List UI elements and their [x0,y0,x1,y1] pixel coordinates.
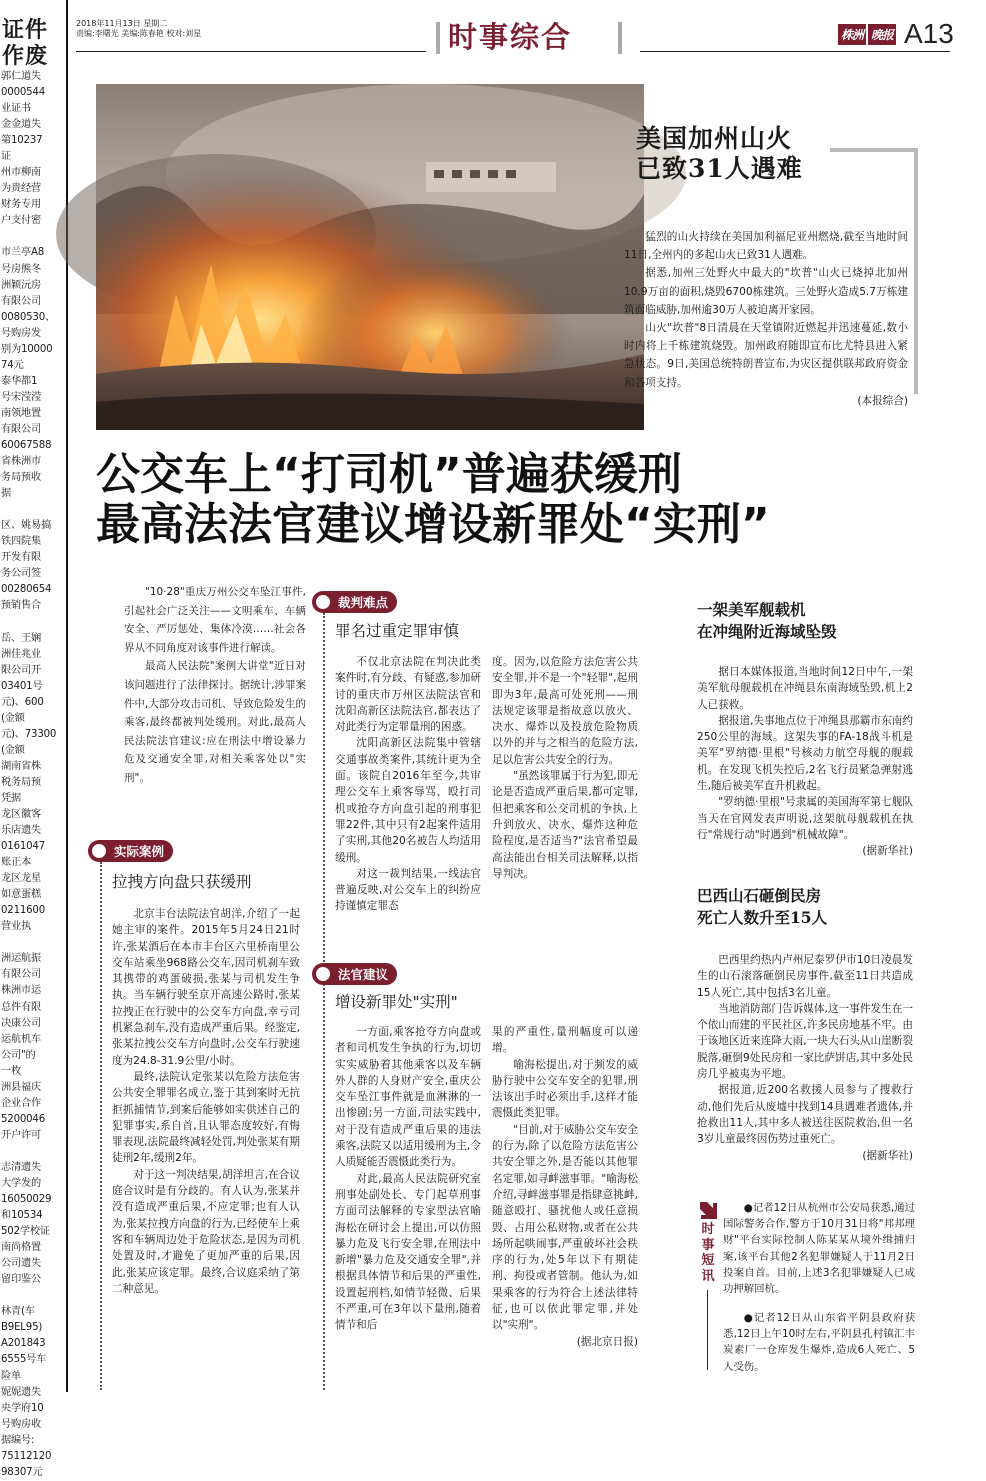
strip-line: 财务专用 [1,199,41,211]
masthead-rule-left [76,51,426,52]
strip-line: 洲颖沅房 [1,279,41,291]
strip-line: 南尚格置 [1,1242,41,1254]
strip-line: 务局预收 [1,472,41,484]
strip-line: 00280654 [1,584,52,596]
difficulty-subtitle: 罪名过重定罪审慎 [335,622,460,640]
strip-line: 公司遗失 [1,1258,41,1270]
strip-line: 林青(车 [1,1306,35,1318]
strip-gap [0,1288,66,1304]
strip-line: 留印鉴公 [1,1274,41,1286]
strip-line: 账正本 [1,857,31,869]
wildfire-photo [96,84,644,430]
arrow-down-right-icon [698,1200,718,1220]
case-body [112,906,300,1297]
strip-line: 和10534 [1,1210,43,1222]
difficulty-paragraph: 沈阳高新区法院集中管辖交通事故类案件,其统计更为全面。该院自2016年至今,共审理公交车上乘客辱骂、殴打司机或抢夺方向盘引起的刑事犯罪22件,其中只有2起案件适用了实刑,其他20名被告人均适用缓刑。 [335,737,481,864]
strip-line: 金金道失 [1,119,41,131]
main-headline [96,450,836,550]
difficulty-column-2 [492,654,638,882]
brief-item [723,1310,915,1375]
strip-line: 税务局预 [1,776,41,788]
fire-title-line-1: 美国加州山火 [636,124,793,153]
frame-top [830,148,918,152]
brazil-title-line-1: 巴西山石砸倒民房 [697,886,822,905]
strip-line: 开发有限 [1,552,41,564]
brazil-source: (据新华社) [862,1149,913,1162]
fire-paragraph: 山火"坎普"8日清晨在天堂镇附近燃起并迅速蔓延,数小时内将上千栋建筑烧毁。加州政府随即宣布比尤特县进入紧急状态。9日,美国总统特朗普宣布,为灾区提供联邦政府资金和各项支持。 [624,322,908,389]
strip-line: 别为10000 [1,343,53,355]
fire-paragraph: 据悉,加州三处野火中最大的"坎普"山火已烧掉北加州10.9万亩的面积,烧毁6700栋建筑。三处野火造成5.7万栋建筑面临威胁,加州逾30万人被迫离开家园。 [624,267,908,316]
difficulty-paragraph: 不仅北京法院在判决此类案件时,有分歧、有疑惑,参加研讨的重庆市万州区法院法官和沈阳高新区法院法官,都表达了对此类行为定罪量刑的困惑。 [335,656,481,734]
case-paragraph: 对于这一判决结果,胡洋坦言,在合议庭合议时是有分歧的。有人认为,张某并没有造成严重后果,不应定罪;也有人认为,张某拉拽方向盘的行为,已经使车上乘客和车辆周边处于危险状态,是因为司机处置及时,才避免了更加严重的后果,因此,张某应该定罪。最终,合议庭采纳了第二种意见。 [112,1168,300,1295]
tag-case [88,840,173,862]
tag-dot-icon [316,967,330,981]
strip-line: 号购房发 [1,327,41,339]
strip-line: 75112120 [1,1450,52,1462]
strip-line: 洲佳兆业 [1,648,41,660]
strip-line: 0080530、 [1,311,55,323]
briefs-label: 时事短讯 [701,1222,715,1284]
section-title: 时事综合 [448,20,573,54]
strip-gap [0,615,66,631]
strip-line: 如意蛋糕 [1,889,41,901]
strip-line: 运航机车 [1,1033,41,1045]
fire-paragraph: 猛烈的山火持续在美国加利福尼亚州燃烧,截至当地时间11日,全州内的多起山火已致31人遇难。 [624,231,908,262]
strip-line: 有限公司 [1,295,41,307]
tag-suggestion [312,963,397,985]
suggestion-paragraph: 喻海松提出,对于频发的威胁行驶中公交车安全的犯罪,刑法该出手时必须出手,这样才能震慑此类犯罪。 [492,1058,638,1120]
strip-line: 总件有限 [1,1001,41,1013]
fire-story-title [636,124,836,184]
difficulty-paragraph: 度。因为,以危险方法危害公共安全罪,并不是一个"轻罪",起刑即为3年,最高可处死刑——刑法规定该罪是指故意以放火、决水、爆炸以及投放危险物质以外的并与之相当的危险方法,足以危害公共安全的行为。 [492,656,638,766]
tag-dot-icon [92,844,106,858]
strip-line: 开户许可 [1,1129,41,1141]
strip-line: 元)、600 [1,696,44,708]
strip-gap [0,502,66,518]
strip-line: 志清遗失 [1,1161,41,1173]
strip-line: (金额 [1,712,25,724]
strip-line: 省株洲市 [1,456,41,468]
strip-line: 有限公司 [1,423,41,435]
strip-gap [0,1144,66,1160]
newspaper-logo [838,21,896,47]
wildfire-photo-art [96,84,644,430]
difficulty-paragraph: "虽然该罪属于行为犯,即无论是否造成严重后果,都可定罪,但把乘客和公交司机的争执,上升到放火、决水、爆炸这种危险程度,是否适当?"法官希望最高法能出台相关司法解释,以指导判决。 [492,770,638,880]
tag-suggestion-label: 法官建议 [338,967,389,982]
strip-line: 妮妮遗失 [1,1386,41,1398]
difficulty-column-1 [335,654,481,915]
tag-case-label: 实际案例 [114,844,165,859]
strip-line: 限公司开 [1,664,41,676]
strip-line: 第10237 [1,135,43,147]
strip-line: 户支付密 [1,215,41,227]
strip-line: 凭据 [1,792,21,804]
strip-line: 0161047 [1,841,45,853]
strip-line: 营业执 [1,921,31,933]
strip-line: 株洲市运 [1,985,41,997]
strip-line: 号宋滢滢 [1,391,41,403]
fire-story-body [624,228,908,410]
jet-story-title [697,599,917,643]
jet-title-line-1: 一架美军舰载机 [697,600,806,619]
case-paragraph: 北京丰台法院法官胡洋,介绍了一起她主审的案件。2015年5月24日21时许,张某酒后在本市丰台区六里桥南里公交车站乘坐968路公交车,因司机刹车致其携带的鸡蛋破损,张某与司机发生争执。当车辆行驶至京开高速公路时,张某拉拽正在行驶中的公交车方向盘,幸亏司机紧急刹车,没有造成严重后果。经鉴定,张某拉拽公交车方向盘时,公交车行驶速度为24.8-31.9公里/小时。 [112,908,300,1067]
strip-line: 业证书 [1,103,31,115]
strip-line: 60067588 [1,440,52,452]
dotted-rule [100,862,102,1390]
strip-line: 6555号车 [1,1354,47,1366]
suggestion-source: (据北京日报) [576,1335,638,1348]
strip-line: 险单 [1,1370,21,1382]
dotted-rule [323,613,325,1390]
intro-paragraph: 最高人民法院"案例大讲堂"近日对该问题进行了法律探讨。据统计,涉罪案件中,大部分攻击司机、导致危险发生的乘客,最终都被判处缓刑。对此,最高人民法院法官建议:应在刑法中增设暴力危及交通安全罪,对相关乘客处以"实刑"。 [124,660,306,784]
strip-line: 16050029 [1,1194,52,1206]
section-bar-right [618,22,622,54]
strip-headline-2: 作废 [2,43,49,69]
jet-title-line-2: 在冲绳附近海域坠毁 [697,622,837,641]
strip-line: 5200046 [1,1113,45,1125]
strip-line: 铁四院集 [1,536,41,548]
brief-item [723,1200,915,1297]
suggestion-column-1 [335,1024,481,1334]
brazil-paragraph: 当地消防部门告诉媒体,这一事件发生在一个依山而建的平民社区,许多民房地基不牢。由于该地区近来连降大雨,一块大石头从山崖断裂脱落,砸倒9处民房和一家比萨饼店,其中多处民房几乎被夷为平地。 [697,1002,913,1081]
strip-line: 央学府10 [1,1402,44,1414]
strip-line: 南领地置 [1,407,41,419]
suggestion-paragraph: 果的严重性,量刑幅度可以递增。 [492,1026,638,1055]
tag-difficulty [312,591,397,613]
strip-line: 号购房收 [1,1418,41,1430]
fire-source: (本报综合) [857,394,908,407]
strip-line: 预销售合 [1,600,41,612]
strip-line: 公司"的 [1,1049,36,1061]
strip-line: 洲运航振 [1,953,41,965]
headline-line-2: 最高法法官建议增设新罪处“实刑” [96,499,770,550]
masthead-meta [76,19,201,39]
strip-line: 务公司签 [1,568,41,580]
strip-line: 03401号 [1,680,43,692]
strip-line: 乐店遗失 [1,825,41,837]
strip-line: 龙区龙星 [1,873,41,885]
strip-line: A201843 [1,1338,46,1350]
strip-line: 502学校证 [1,1226,50,1238]
strip-line: 98307元 [1,1466,43,1478]
logo-word-1: 株洲 [838,24,866,45]
strip-line: 据编号: [1,1434,35,1446]
masthead-rule-right [640,51,950,52]
staff-line: 责编:李曙光 美编:陈春艳 校对:刘星 [76,29,202,38]
strip-line: 证 [1,151,11,163]
brazil-title-line-2: 死亡人数升至15人 [697,908,828,927]
strip-line: 决康公司 [1,1017,41,1029]
strip-line: 龙区徽客 [1,809,41,821]
suggestion-column-2 [492,1024,638,1350]
strip-line: 企业合作 [1,1097,41,1109]
strip-lines [0,69,66,1481]
tag-dot-icon [316,595,330,609]
headline-line-1: 公交车上“打司机”普遍获缓刑 [96,449,682,500]
jet-source: (据新华社) [862,845,913,858]
brazil-story-body [697,952,913,1164]
jet-paragraph: 据日本媒体报道,当地时间12日中午,一架美军航母舰载机在冲绳县东南海域坠毁,机上2人已获救。 [697,666,913,711]
suggestion-paragraph: 一方面,乘客抢夺方向盘或者和司机发生争执的行为,切切实实威胁着其他乘客以及车辆外人群的人身财产安全,重庆公交车坠江事件就是血淋淋的一出惨剧;另一方面,司法实践中,对于没有造成严重后果的违法乘客,法院又以适用缓刑为主,令人质疑能否震慑此类行为。 [335,1026,481,1169]
briefs-rule [707,1290,708,1370]
strip-line: 湖南省株 [1,760,41,772]
suggestion-subtitle: 增设新罪处"实刑" [335,993,458,1011]
brief-text: ●记者12日从山东省平阴县政府获悉,12日上午10时左右,平阴县孔村镇汇丰炭素厂一仓库发生爆炸,造成6人死亡、5人受伤。 [723,1312,915,1373]
strip-line: 市兰亭A8 [1,247,45,259]
case-paragraph: 最终,法院认定张某以危险方法危害公共安全罪罪名成立,鉴于其到案时无抗拒抓捕情节,到案后能够如实供述自己的犯罪事实,系自首,且认罪态度较好,有悔罪表现,法院最终减轻处罚,判处张某有期徒刑2年,缓刑2年。 [112,1070,300,1165]
strip-line: 洲县福庆 [1,1081,41,1093]
strip-line: 郭仁道失 [1,71,41,82]
strip-line: 元)、73300 [1,728,57,740]
suggestion-paragraph: 对此,最高人民法院研究室刑事处副处长、专门起草刑事方面司法解释的专家型法官喻海松在研讨会上提出,可以仿照暴力危及飞行安全罪,在刑法中新增"暴力危及交通安全罪",并根据具体情节和后果的严重性,设置起刑档,如情节轻微、后果不严重,可在3年以下量刑,随着情节和后 [335,1172,481,1332]
section-bar-left [436,22,440,54]
difficulty-paragraph: 对这一裁判结果,一线法官普遍反映,对公交车上的纠纷应持谨慎定罪态 [335,867,481,913]
jet-paragraph: "罗纳德·里根"号隶属的美国海军第七舰队当天在官网发表声明说,这架航母舰载机在执行"常规行动"时遇到"机械故障"。 [697,796,913,841]
brazil-paragraph: 巴西里约热内卢州尼泰罗伊市10日凌晨发生的山石滚落砸倒民房事件,截至11日共造成15人死亡,其中包括3名儿童。 [697,954,913,999]
suggestion-paragraph: "目前,对于威胁公交车安全的行为,除了以危险方法危害公共安全罪之外,是否能以其他罪名定罪,如寻衅滋事罪。"喻海松介绍,寻衅滋事罪是指肆意挑衅,随意殴打、骚扰他人或任意损毁、占用公私财物,或者在公共场所起哄闹事,严重破坏社会秩序的行为,处5年以下有期徒刑、拘役或者管制。他认为,如果乘客的行为符合上述法律特征,也可以依此罪定罪,并处以"实刑"。 [492,1123,638,1332]
strip-gap [0,935,66,951]
fire-title-line-2: 已致31人遇难 [636,154,803,183]
strip-line: B9EL95) [1,1322,43,1334]
strip-line: 0000544 [1,87,45,99]
strip-line: 大学发的 [1,1178,41,1189]
strip-line: 有限公司 [1,969,41,981]
strip-headline-1: 证件 [2,17,49,43]
strip-line: 泰华都1 [1,375,38,387]
intro-paragraph: "10·28"重庆万州公交车坠江事件,引起社会广泛关注——文明乘车、车辆安全、严厉惩处、集体冷漠……社会各界从不同角度对该事件进行解读。 [124,586,306,654]
strip-line: 74元 [1,359,24,371]
brazil-story-title [697,885,917,929]
strip-line: 州市柳南 [1,167,41,179]
strip-line: 据 [1,488,11,500]
jet-paragraph: 据报道,失事地点位于冲绳县那霸市东南约250公里的海域。这架失事的FA-18战斗机是美军"罗纳德·里根"号核动力航空母舰的舰载机。在发现飞机失控后,2名飞行员紧急弹射逃生,随后被美军直升机救起。 [697,714,913,793]
jet-story-body [697,664,913,860]
date-line: 2018年11月13日 星期二 [76,19,168,28]
brazil-paragraph: 据报道,近200名救援人员参与了搜救行动,他们先后从废墟中找到14具遇难者遗体,并抢救出11人,其中多人被送往医院救治,但一名3岁儿童最终因伤势过重死亡。 [697,1084,913,1146]
logo-word-2: 晚报 [868,24,896,45]
strip-line: 岳、王娴 [1,632,41,644]
strip-line: 为贵经营 [1,183,41,195]
strip-line: (金额 [1,744,25,756]
strip-line: 0211600 [1,905,45,917]
classifieds-strip [0,0,68,1478]
strip-line: 区、姚易搞 [1,520,51,532]
article-intro [124,583,306,788]
case-subtitle: 拉拽方向盘只获缓刑 [112,873,252,891]
frame-right [914,148,918,394]
strip-line: 号房熊冬 [1,263,41,275]
tag-difficulty-label: 裁判难点 [338,595,389,610]
page-number: A13 [904,18,954,49]
brief-text: ●记者12日从杭州市公安局获悉,通过国际警务合作,警方于10月31日将"邦邦理财"平台实际控制人陈某某从境外缉捕归案,该平台其他2名犯罪嫌疑人于11月2日投案自首。目前,上述3名犯罪嫌疑人已成功押解回杭。 [723,1202,915,1296]
strip-line: 一枚 [1,1065,21,1077]
